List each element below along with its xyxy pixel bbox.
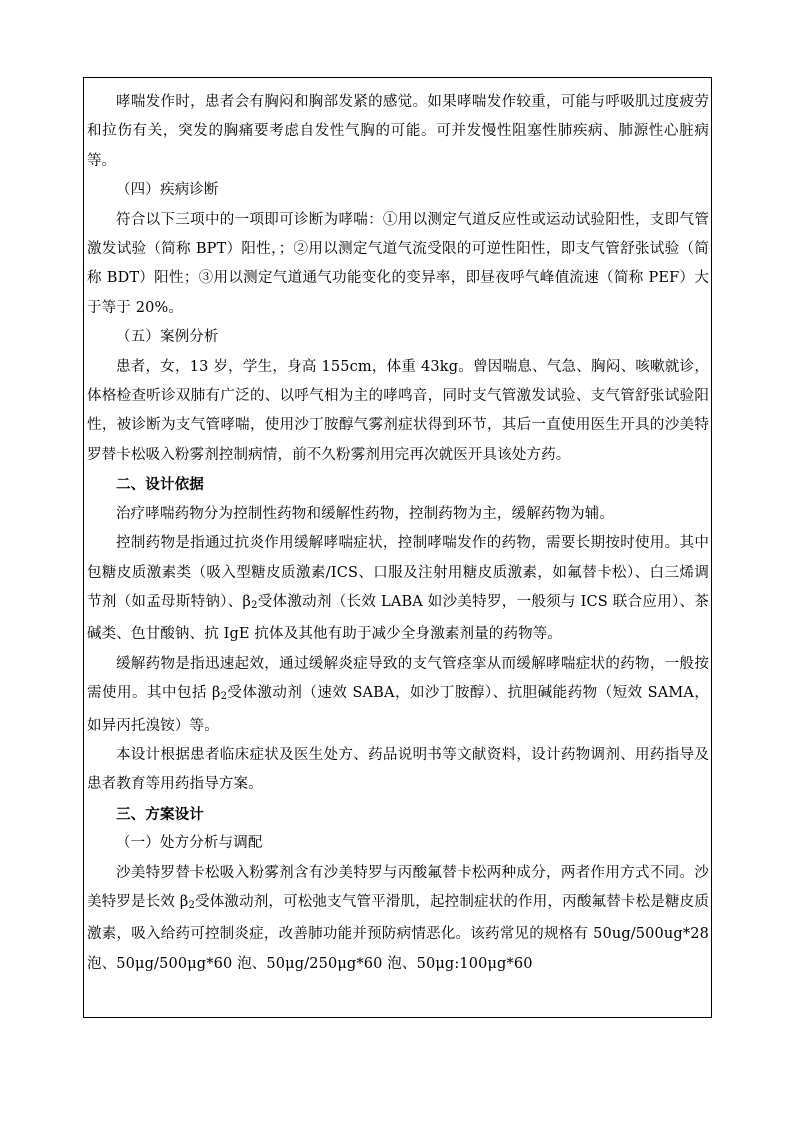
prescription-text-1: 沙美特罗替卡松吸入粉雾剂含有沙美特罗与丙酸氟替卡松两种成分，两者作用方式不同。沙美特罗是长效 β	[87, 864, 709, 910]
paragraph-case: 患者，女，13 岁，学生，身高 155cm，体重 43kg。曾因喘息、气急、胸闷、咳嗽就诊，体格检查听诊双肺有广泛的、以呼气相为主的哮鸣音，同时支气管激发试验、支气管舒张试验阳性，被诊断为支气管哮喘，使用沙丁胺醇气雾剂症状得到环节，其后一直使用医生开具的沙美特罗替卡松吸入粉雾剂控制病情，前不久粉雾剂用完再次就医开具该处方药。	[87, 358, 709, 463]
paragraph-diagnosis: 符合以下三项中的一项即可诊断为哮喘：①用以测定气道反应性或运动试验阳性，支即气管激发试验（简称 BPT）阳性，；②用以测定气道气流受限的可逆性阳性，即支气管舒张试验（简称 BDT）阳性；③用以测定气道通气功能变化的变异率，即昼夜呼气峰值流速（简称 PEF）大于等于 20%。	[87, 211, 709, 316]
relief-drugs-text-1: 缓解药物是指迅速起效，通过缓解炎症导致的支气管痉挛从而缓解哮喘症状的药物，一般按需使用。其中包括 β	[87, 655, 709, 702]
paragraph-design-scope: 本设计根据患者临床症状及医生处方、药品说明书等文献资料，设计药物调剂、用药指导及患者教育等用药指导方案。	[87, 746, 709, 793]
section-heading-diagnosis: （四）疾病诊断	[116, 182, 219, 199]
control-drugs-text-1: 控制药物是指通过抗炎作用缓解哮喘症状，控制哮喘发作的药物，需要长期按时使用。其中包糖皮质激素类（吸入型糖皮质激素/ICS、口服及注射用糖皮质激素，如氟替卡松）、白三烯调节剂（如孟母斯特钠）、β	[87, 535, 709, 610]
control-drugs-text-2: 受体激动剂（长效 LABA 如沙美特罗，一般须与 ICS 联合应用）、茶碱类、色甘酸钠、抗 IgE 抗体及其他有助于减少全身激素剂量的药物等。	[87, 593, 709, 643]
subscript-2: 2	[188, 899, 195, 911]
section-heading-prescription: （一）处方分析与调配	[116, 835, 263, 852]
section-heading-case: （五）案例分析	[116, 329, 219, 346]
paragraph-treatment-overview: 治疗哮喘药物分为控制性药物和缓解性药物，控制药物为主，缓解药物为辅。	[116, 505, 615, 522]
subscript-2: 2	[220, 691, 228, 703]
paragraph-relief-drugs	[87, 650, 709, 741]
heading-design-basis: 二、设计依据	[116, 476, 204, 494]
paragraph-prescription	[87, 859, 709, 980]
heading-plan-design: 三、方案设计	[116, 805, 204, 823]
prescription-text-2: 受体激动剂，可松弛支气管平滑肌，起控制症状的作用，丙酸氟替卡松是糖皮质激素，吸入给药可控制炎症，改善肺功能并预防病情恶化。该药常见的规格有 50ug/500ug*28 泡、50μg/500μg*60 泡、50μg/250μg*60 泡、50μg:100μg*60	[87, 893, 709, 972]
relief-drugs-text-2: 受体激动剂（速效 SABA，如沙丁胺醇）、抗胆碱能药物（短效 SAMA，如异丙托溴铵）等。	[87, 685, 709, 734]
document-body	[87, 88, 709, 979]
paragraph-symptoms: 哮喘发作时，患者会有胸闷和胸部发紧的感觉。如果哮喘发作较重，可能与呼吸肌过度疲劳和拉伤有关，突发的胸痛要考虑自发性气胸的可能。可并发慢性阻塞性肺疾病、肺源性心脏病等。	[87, 94, 709, 169]
subscript-2: 2	[251, 599, 258, 611]
paragraph-control-drugs	[87, 529, 709, 650]
